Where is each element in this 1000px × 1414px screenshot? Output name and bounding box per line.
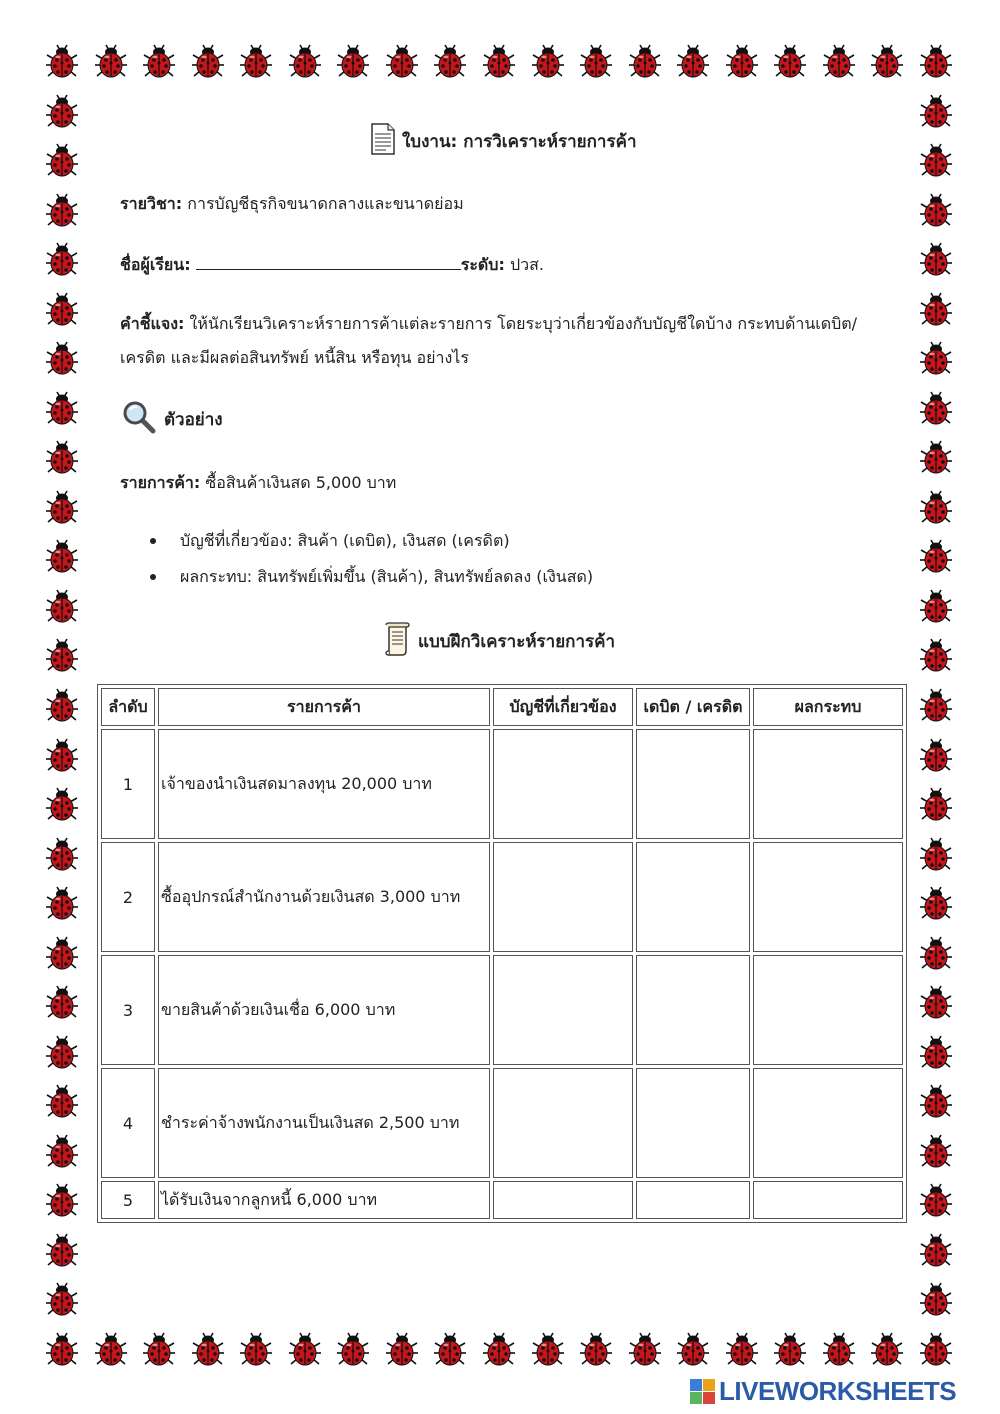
ladybug-icon xyxy=(675,44,711,80)
example-transaction-label: รายการค้า: xyxy=(120,473,201,492)
row-transaction: ขายสินค้าด้วยเงินเชื่อ 6,000 บาท xyxy=(158,955,490,1065)
document-icon xyxy=(370,123,396,160)
header-no: ลำดับ xyxy=(101,688,155,726)
ladybug-icon xyxy=(335,44,371,80)
ladybug-icon xyxy=(190,44,226,80)
ladybug-icon xyxy=(918,688,954,724)
subject-value: การบัญชีธุรกิจขนาดกลางและขนาดย่อม xyxy=(187,194,464,213)
ladybug-icon xyxy=(918,1233,954,1269)
table-row xyxy=(101,729,903,839)
ladybug-icon xyxy=(287,1332,323,1368)
worksheet-table xyxy=(97,684,907,1223)
ladybug-icon xyxy=(432,1332,468,1368)
ladybug-icon xyxy=(44,738,80,774)
debit-credit-answer-cell[interactable] xyxy=(636,955,750,1065)
ladybug-icon xyxy=(530,44,566,80)
ladybug-icon xyxy=(44,589,80,625)
ladybug-icon xyxy=(44,1282,80,1318)
subject-label: รายวิชา: xyxy=(120,194,183,213)
brand-text: LIVEWORKSHEETS xyxy=(719,1375,957,1406)
scroll-icon xyxy=(384,622,410,661)
header-effect: ผลกระทบ xyxy=(753,688,903,726)
ladybug-icon xyxy=(918,936,954,972)
magnifier-icon xyxy=(122,400,156,439)
ladybug-icon xyxy=(918,440,954,476)
ladybug-icon xyxy=(918,1035,954,1071)
ladybug-icon xyxy=(384,44,420,80)
ladybug-icon xyxy=(44,143,80,179)
level-label: ระดับ: xyxy=(460,255,505,274)
instructions-label: คำชี้แจง: xyxy=(120,314,185,333)
ladybug-icon xyxy=(44,837,80,873)
row-transaction: ชำระค่าจ้างพนักงานเป็นเงินสด 2,500 บาท xyxy=(158,1068,490,1178)
row-transaction: ซื้ออุปกรณ์สำนักงานด้วยเงินสด 3,000 บาท xyxy=(158,842,490,952)
row-number: 5 xyxy=(101,1181,155,1219)
example-heading xyxy=(122,400,223,439)
ladybug-icon xyxy=(44,688,80,724)
accounts-answer-cell[interactable] xyxy=(493,729,633,839)
ladybug-icon xyxy=(918,341,954,377)
ladybug-icon xyxy=(627,44,663,80)
ladybug-icon xyxy=(821,1332,857,1368)
row-transaction: ได้รับเงินจากลูกหนี้ 6,000 บาท xyxy=(158,1181,490,1219)
ladybug-icon xyxy=(918,886,954,922)
ladybug-icon xyxy=(93,1332,129,1368)
ladybug-icon xyxy=(44,787,80,823)
ladybug-icon xyxy=(772,1332,808,1368)
effect-answer-cell[interactable] xyxy=(753,729,903,839)
ladybug-icon xyxy=(44,292,80,328)
debit-credit-answer-cell[interactable] xyxy=(636,1068,750,1178)
student-line xyxy=(120,253,544,278)
ladybug-icon xyxy=(530,1332,566,1368)
ladybug-icon xyxy=(918,738,954,774)
ladybug-icon xyxy=(918,1084,954,1120)
ladybug-icon xyxy=(918,242,954,278)
ladybug-icon xyxy=(44,1084,80,1120)
ladybug-icon xyxy=(44,1134,80,1170)
accounts-answer-cell[interactable] xyxy=(493,1068,633,1178)
instructions-line-2: เครดิต และมีผลต่อสินทรัพย์ หนี้สิน หรือทุน อย่างไร xyxy=(120,348,469,367)
example-bullets xyxy=(150,525,593,597)
effect-answer-cell[interactable] xyxy=(753,1181,903,1219)
ladybug-icon xyxy=(93,44,129,80)
ladybug-icon xyxy=(918,1134,954,1170)
ladybug-icon xyxy=(44,391,80,427)
ladybug-icon xyxy=(481,44,517,80)
subject-line xyxy=(120,192,464,217)
ladybug-icon xyxy=(918,1183,954,1219)
ladybug-icon xyxy=(44,539,80,575)
name-label: ชื่อผู้เรียน: xyxy=(120,255,191,274)
ladybug-icon xyxy=(44,490,80,526)
ladybug-icon xyxy=(918,44,954,80)
ladybug-icon xyxy=(918,391,954,427)
ladybug-icon xyxy=(918,94,954,130)
ladybug-icon xyxy=(918,490,954,526)
ladybug-icon xyxy=(918,193,954,229)
accounts-answer-cell[interactable] xyxy=(493,955,633,1065)
table-row xyxy=(101,842,903,952)
example-heading-text: ตัวอย่าง xyxy=(164,410,223,430)
ladybug-icon xyxy=(578,44,614,80)
ladybug-icon xyxy=(44,94,80,130)
liveworksheets-logo[interactable] xyxy=(690,1374,956,1408)
ladybug-icon xyxy=(918,589,954,625)
ladybug-icon xyxy=(675,1332,711,1368)
title-text: ใบงาน: การวิเคราะห์รายการค้า xyxy=(402,131,637,152)
row-transaction: เจ้าของนำเงินสดมาลงทุน 20,000 บาท xyxy=(158,729,490,839)
instructions-line-1: ให้นักเรียนวิเคราะห์รายการค้าแต่ละรายการ โดยระบุว่าเกี่ยวข้องกับบัญชีใดบ้าง กระทบด้านเดบิต/ xyxy=(189,314,858,333)
effect-answer-cell[interactable] xyxy=(753,1068,903,1178)
debit-credit-answer-cell[interactable] xyxy=(636,729,750,839)
ladybug-icon xyxy=(141,1332,177,1368)
ladybug-icon xyxy=(821,44,857,80)
ladybug-icon xyxy=(918,143,954,179)
ladybug-icon xyxy=(287,44,323,80)
row-number: 3 xyxy=(101,955,155,1065)
ladybug-icon xyxy=(481,1332,517,1368)
ladybug-icon xyxy=(918,985,954,1021)
ladybug-icon xyxy=(141,44,177,80)
example-transaction-value: ซื้อสินค้าเงินสด 5,000 บาท xyxy=(205,473,397,492)
ladybug-icon xyxy=(44,985,80,1021)
ladybug-icon xyxy=(869,1332,905,1368)
ladybug-icon xyxy=(44,242,80,278)
effect-answer-cell[interactable] xyxy=(753,955,903,1065)
ladybug-icon xyxy=(44,341,80,377)
example-transaction xyxy=(120,471,396,496)
list-item: บัญชีที่เกี่ยวข้อง: สินค้า (เดบิต), เงินสด (เครดิต) xyxy=(150,525,593,561)
effect-answer-cell[interactable] xyxy=(753,842,903,952)
table-row xyxy=(101,1068,903,1178)
practice-heading xyxy=(384,622,615,661)
ladybug-icon xyxy=(724,1332,760,1368)
accounts-answer-cell[interactable] xyxy=(493,842,633,952)
ladybug-icon xyxy=(44,1035,80,1071)
ladybug-icon xyxy=(918,1332,954,1368)
level-value: ปวส. xyxy=(509,255,544,274)
debit-credit-answer-cell[interactable] xyxy=(636,1181,750,1219)
ladybug-icon xyxy=(724,44,760,80)
ladybug-icon xyxy=(44,638,80,674)
row-number: 2 xyxy=(101,842,155,952)
ladybug-icon xyxy=(918,638,954,674)
row-number: 4 xyxy=(101,1068,155,1178)
name-blank-field[interactable] xyxy=(196,253,461,270)
ladybug-icon xyxy=(44,440,80,476)
ladybug-icon xyxy=(918,837,954,873)
ladybug-icon xyxy=(44,886,80,922)
header-accounts: บัญชีที่เกี่ยวข้อง xyxy=(493,688,633,726)
ladybug-icon xyxy=(918,292,954,328)
instructions xyxy=(120,307,910,375)
header-debit-credit: เดบิต / เครดิต xyxy=(636,688,750,726)
ladybug-icon xyxy=(44,1332,80,1368)
ladybug-icon xyxy=(627,1332,663,1368)
ladybug-icon xyxy=(44,44,80,80)
ladybug-icon xyxy=(44,1233,80,1269)
table-row xyxy=(101,955,903,1065)
ladybug-icon xyxy=(238,1332,274,1368)
ladybug-icon xyxy=(384,1332,420,1368)
ladybug-icon xyxy=(238,44,274,80)
accounts-answer-cell[interactable] xyxy=(493,1181,633,1219)
row-number: 1 xyxy=(101,729,155,839)
ladybug-icon xyxy=(44,1183,80,1219)
ladybug-icon xyxy=(44,193,80,229)
ladybug-icon xyxy=(190,1332,226,1368)
brand-mark-icon xyxy=(690,1379,715,1404)
ladybug-icon xyxy=(772,44,808,80)
practice-heading-text: แบบฝึกวิเคราะห์รายการค้า xyxy=(418,632,616,652)
ladybug-icon xyxy=(432,44,468,80)
ladybug-icon xyxy=(44,936,80,972)
header-transaction: รายการค้า xyxy=(158,688,490,726)
page-title xyxy=(370,124,637,158)
table-row xyxy=(101,1181,903,1219)
ladybug-icon xyxy=(918,539,954,575)
ladybug-icon xyxy=(918,787,954,823)
ladybug-icon xyxy=(869,44,905,80)
ladybug-icon xyxy=(918,1282,954,1318)
ladybug-icon xyxy=(335,1332,371,1368)
debit-credit-answer-cell[interactable] xyxy=(636,842,750,952)
table-header-row xyxy=(101,688,903,726)
ladybug-icon xyxy=(578,1332,614,1368)
list-item: ผลกระทบ: สินทรัพย์เพิ่มขึ้น (สินค้า), สินทรัพย์ลดลง (เงินสด) xyxy=(150,561,593,597)
